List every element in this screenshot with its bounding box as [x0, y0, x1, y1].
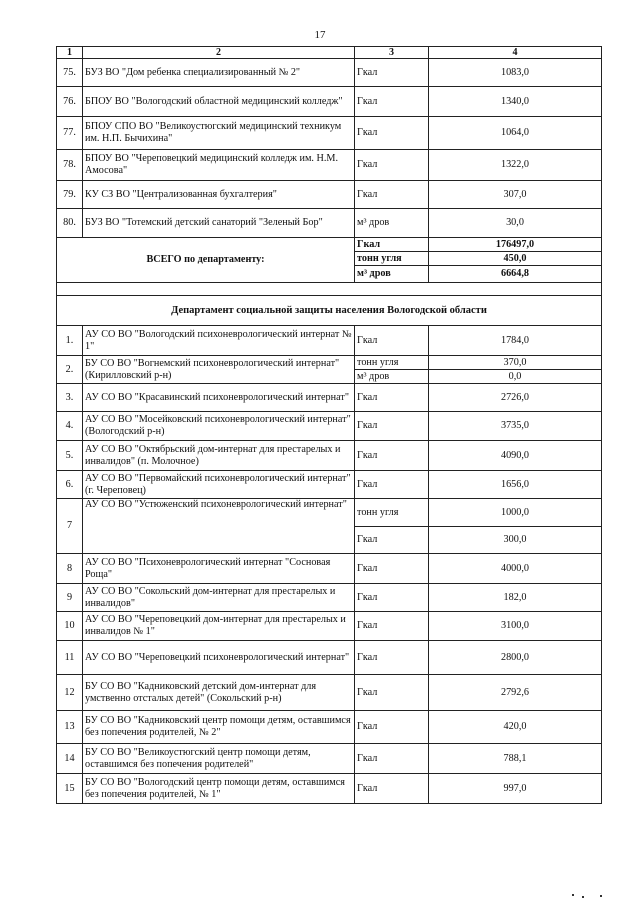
row-number: 78.	[57, 150, 83, 181]
unit-cell: тонн угля	[355, 499, 429, 527]
table-row	[57, 412, 602, 441]
value-cell: 1083,0	[429, 59, 602, 87]
unit-cell: Гкал	[355, 711, 429, 744]
total-value: 176497,0	[429, 238, 602, 252]
unit-cell: Гкал	[355, 527, 429, 554]
value-cell: 1340,0	[429, 87, 602, 117]
unit-cell: Гкал	[355, 744, 429, 774]
table-row	[57, 59, 602, 87]
institution-name: АУ СО ВО "Психоневрологический интернат "Сосновая Роща"	[83, 554, 355, 584]
value-cell: 370,0	[429, 356, 602, 370]
unit-cell: Гкал	[355, 612, 429, 641]
header-col-1: 1	[57, 47, 83, 59]
institution-name: КУ СЗ ВО "Централизованная бухгалтерия"	[83, 181, 355, 209]
institution-name: АУ СО ВО "Красавинский психоневрологический интернат"	[83, 384, 355, 412]
unit-cell: тонн угля	[355, 356, 429, 370]
institution-name: БУЗ ВО "Тотемский детский санаторий "Зеленый Бор"	[83, 209, 355, 238]
table-row	[57, 584, 602, 612]
section-row	[57, 296, 602, 326]
row-number: 13	[57, 711, 83, 744]
institution-name: БУ СО ВО "Кадниковский детский дом-интернат для умственно отсталых детей" (Сокольский р-н)	[83, 675, 355, 711]
row-number: 15	[57, 774, 83, 804]
row-number: 6.	[57, 471, 83, 499]
unit-cell: Гкал	[355, 326, 429, 356]
institution-name: БПОУ ВО "Вологодский областной медицинский колледж"	[83, 87, 355, 117]
header-col-2: 2	[83, 47, 355, 59]
institution-name: БУ СО ВО "Великоустюгский центр помощи детям, оставшимся без попечения родителей"	[83, 744, 355, 774]
value-cell: 420,0	[429, 711, 602, 744]
unit-cell: м³ дров	[355, 370, 429, 384]
value-cell: 3100,0	[429, 612, 602, 641]
scan-speck	[572, 894, 574, 896]
unit-cell: м³ дров	[355, 209, 429, 238]
table-row	[57, 326, 602, 356]
value-cell: 300,0	[429, 527, 602, 554]
table-row	[57, 744, 602, 774]
unit-cell: Гкал	[355, 412, 429, 441]
unit-cell: Гкал	[355, 554, 429, 584]
table-row	[57, 675, 602, 711]
value-cell: 182,0	[429, 584, 602, 612]
table-row	[57, 87, 602, 117]
row-number: 12	[57, 675, 83, 711]
unit-cell: Гкал	[355, 59, 429, 87]
table-row	[57, 471, 602, 499]
row-number: 4.	[57, 412, 83, 441]
value-cell: 2792,6	[429, 675, 602, 711]
value-cell: 4090,0	[429, 441, 602, 471]
institution-name: АУ СО ВО "Первомайский психоневрологический интернат" (г. Череповец)	[83, 471, 355, 499]
total-row	[57, 238, 602, 252]
value-cell: 1656,0	[429, 471, 602, 499]
institution-name: БУ СО ВО "Кадниковский центр помощи детям, оставшимся без попечения родителей, № 2"	[83, 711, 355, 744]
table-row	[57, 641, 602, 675]
total-unit: Гкал	[355, 238, 429, 252]
row-number: 3.	[57, 384, 83, 412]
table-row	[57, 150, 602, 181]
unit-cell: Гкал	[355, 675, 429, 711]
table-row	[57, 612, 602, 641]
table-row	[57, 181, 602, 209]
unit-cell: Гкал	[355, 471, 429, 499]
table-row	[57, 774, 602, 804]
row-number: 2.	[57, 356, 83, 384]
row-number: 14	[57, 744, 83, 774]
row-number: 5.	[57, 441, 83, 471]
unit-cell: Гкал	[355, 441, 429, 471]
row-number: 80.	[57, 209, 83, 238]
row-number: 10	[57, 612, 83, 641]
institution-name: АУ СО ВО "Мосейковский психоневрологический интернат" (Вологодский р-н)	[83, 412, 355, 441]
scan-speck	[600, 895, 602, 897]
table-row	[57, 209, 602, 238]
row-number: 79.	[57, 181, 83, 209]
institution-name: АУ СО ВО "Сокольский дом-интернат для престарелых и инвалидов"	[83, 584, 355, 612]
institution-name: АУ СО ВО "Устюженский психоневрологический интернат"	[83, 499, 355, 554]
value-cell: 788,1	[429, 744, 602, 774]
institution-name: АУ СО ВО "Октябрьский дом-интернат для престарелых и инвалидов" (п. Молочное)	[83, 441, 355, 471]
value-cell: 2726,0	[429, 384, 602, 412]
total-unit: тонн угля	[355, 252, 429, 266]
header-col-4: 4	[429, 47, 602, 59]
value-cell: 1064,0	[429, 117, 602, 150]
section-title: Департамент социальной защиты населения Вологодской области	[57, 296, 602, 326]
row-number: 7	[57, 499, 83, 554]
unit-cell: Гкал	[355, 641, 429, 675]
total-value: 6664,8	[429, 266, 602, 283]
header-col-3: 3	[355, 47, 429, 59]
value-cell: 3735,0	[429, 412, 602, 441]
value-cell: 4000,0	[429, 554, 602, 584]
value-cell: 997,0	[429, 774, 602, 804]
value-cell: 1322,0	[429, 150, 602, 181]
unit-cell: Гкал	[355, 117, 429, 150]
value-cell: 1784,0	[429, 326, 602, 356]
table-row	[57, 384, 602, 412]
unit-cell: Гкал	[355, 87, 429, 117]
institution-name: АУ СО ВО "Вологодский психоневрологический интернат № 1"	[83, 326, 355, 356]
unit-cell: Гкал	[355, 774, 429, 804]
total-label: ВСЕГО по департаменту:	[57, 238, 355, 283]
unit-cell: Гкал	[355, 584, 429, 612]
table-row	[57, 441, 602, 471]
table-row	[57, 554, 602, 584]
spacer-row	[57, 283, 602, 296]
unit-cell: Гкал	[355, 181, 429, 209]
value-cell: 2800,0	[429, 641, 602, 675]
row-number: 1.	[57, 326, 83, 356]
row-number: 76.	[57, 87, 83, 117]
row-number: 77.	[57, 117, 83, 150]
row-number: 9	[57, 584, 83, 612]
page-number: 17	[314, 29, 326, 41]
heat-consumption-table	[56, 46, 602, 804]
institution-name: БУ СО ВО "Вологодский центр помощи детям, оставшимся без попечения родителей, № 1"	[83, 774, 355, 804]
unit-cell: Гкал	[355, 384, 429, 412]
scan-speck	[582, 896, 584, 898]
value-cell: 0,0	[429, 370, 602, 384]
value-cell: 1000,0	[429, 499, 602, 527]
table-header-row	[57, 47, 602, 59]
spacer-cell	[57, 283, 602, 296]
row-number: 11	[57, 641, 83, 675]
row-number: 75.	[57, 59, 83, 87]
value-cell: 30,0	[429, 209, 602, 238]
table-row	[57, 117, 602, 150]
total-value: 450,0	[429, 252, 602, 266]
value-cell: 307,0	[429, 181, 602, 209]
row-number: 8	[57, 554, 83, 584]
unit-cell: Гкал	[355, 150, 429, 181]
table-row	[57, 711, 602, 744]
institution-name: БПОУ ВО "Череповецкий медицинский колледж им. Н.М. Амосова"	[83, 150, 355, 181]
institution-name: АУ СО ВО "Череповецкий дом-интернат для престарелых и инвалидов № 1"	[83, 612, 355, 641]
institution-name: БУ СО ВО "Вогнемский психоневрологический интернат" (Кирилловский р-н)	[83, 356, 355, 384]
institution-name: АУ СО ВО "Череповецкий психоневрологический интернат"	[83, 641, 355, 675]
institution-name: БУЗ ВО "Дом ребенка специализированный № 2"	[83, 59, 355, 87]
institution-name: БПОУ СПО ВО "Великоустюгский медицинский техникум им. Н.П. Бычихина"	[83, 117, 355, 150]
table-row	[57, 499, 602, 527]
table-row	[57, 356, 602, 370]
total-unit: м³ дров	[355, 266, 429, 283]
